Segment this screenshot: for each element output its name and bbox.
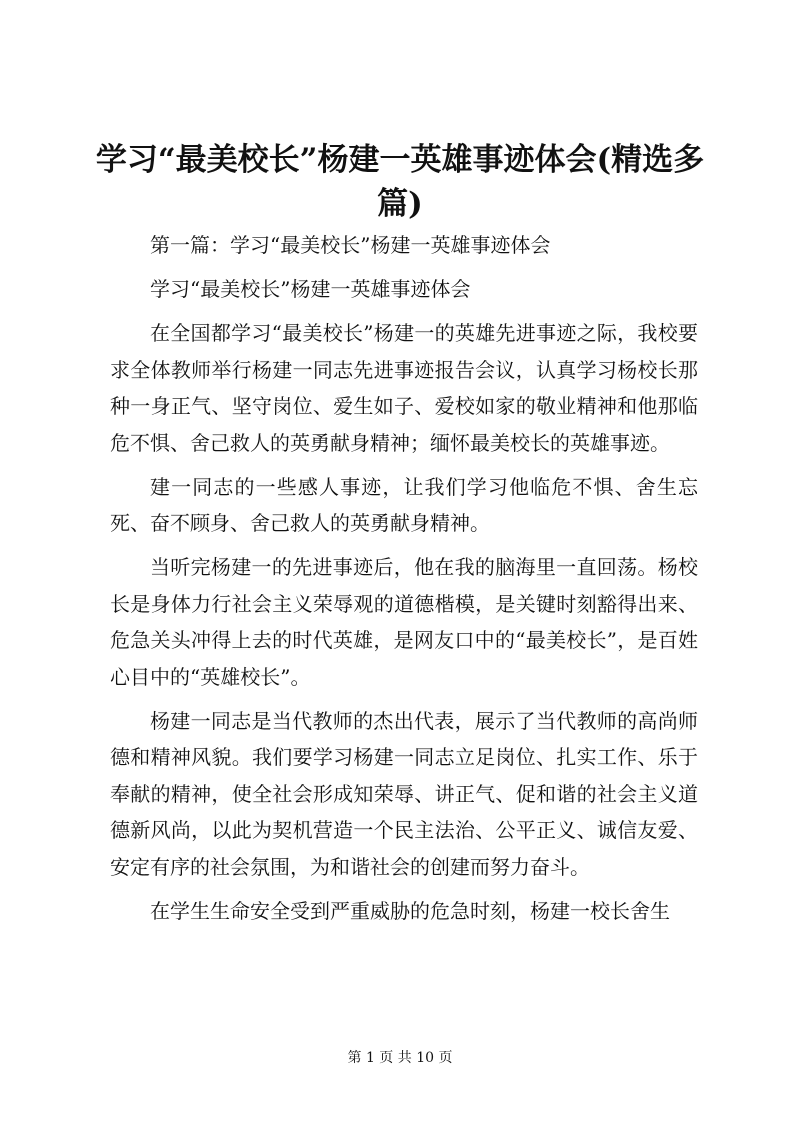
document-body xyxy=(110,227,698,929)
document-title: 学习“最美校长”杨建一英雄事迹体会(精选多篇) xyxy=(95,142,705,222)
article-heading: 学习“最美校长”杨建一英雄事迹体会 xyxy=(150,277,471,301)
body-paragraph: 建一同志的一些感人事迹，让我们学习他临危不惧、舍生忘死、奋不顾身、舍己救人的英勇献身精神。 xyxy=(110,474,698,535)
body-paragraph: 在全国都学习“最美校长”杨建一的英雄先进事迹之际，我校要求全体教师举行杨建一同志先进事迹报告会议，认真学习杨校长那种一身正气、坚守岗位、爱生如子、爱校如家的敬业精神和他那临危不惧、舍己救人的英勇献身精神；缅怀最美校长的英雄事迹。 xyxy=(110,321,698,455)
section-heading: 第一篇：学习“最美校长”杨建一英雄事迹体会 xyxy=(150,233,551,257)
page-footer: 第 1 页 共 10 页 xyxy=(347,1050,453,1066)
body-paragraph: 杨建一同志是当代教师的杰出代表，展示了当代教师的高尚师德和精神风貌。我们要学习杨建一同志立足岗位、扎实工作、乐于奉献的精神，使全社会形成知荣辱、讲正气、促和谐的社会主义道德新风尚，以此为契机营造一个民主法治、公平正义、诚信友爱、安定有序的社会氛围，为和谐社会的创建而努力奋斗。 xyxy=(110,708,698,879)
body-paragraph: 当听完杨建一的先进事迹后，他在我的脑海里一直回荡。杨校长是身体力行社会主义荣辱观的道德楷模，是关键时刻豁得出来、危急关头冲得上去的时代英雄，是网友口中的“最美校长”，是百姓心目中的“英雄校长”。 xyxy=(110,555,698,689)
body-paragraph: 在学生生命安全受到严重威胁的危急时刻，杨建一校长舍生 xyxy=(150,898,670,923)
